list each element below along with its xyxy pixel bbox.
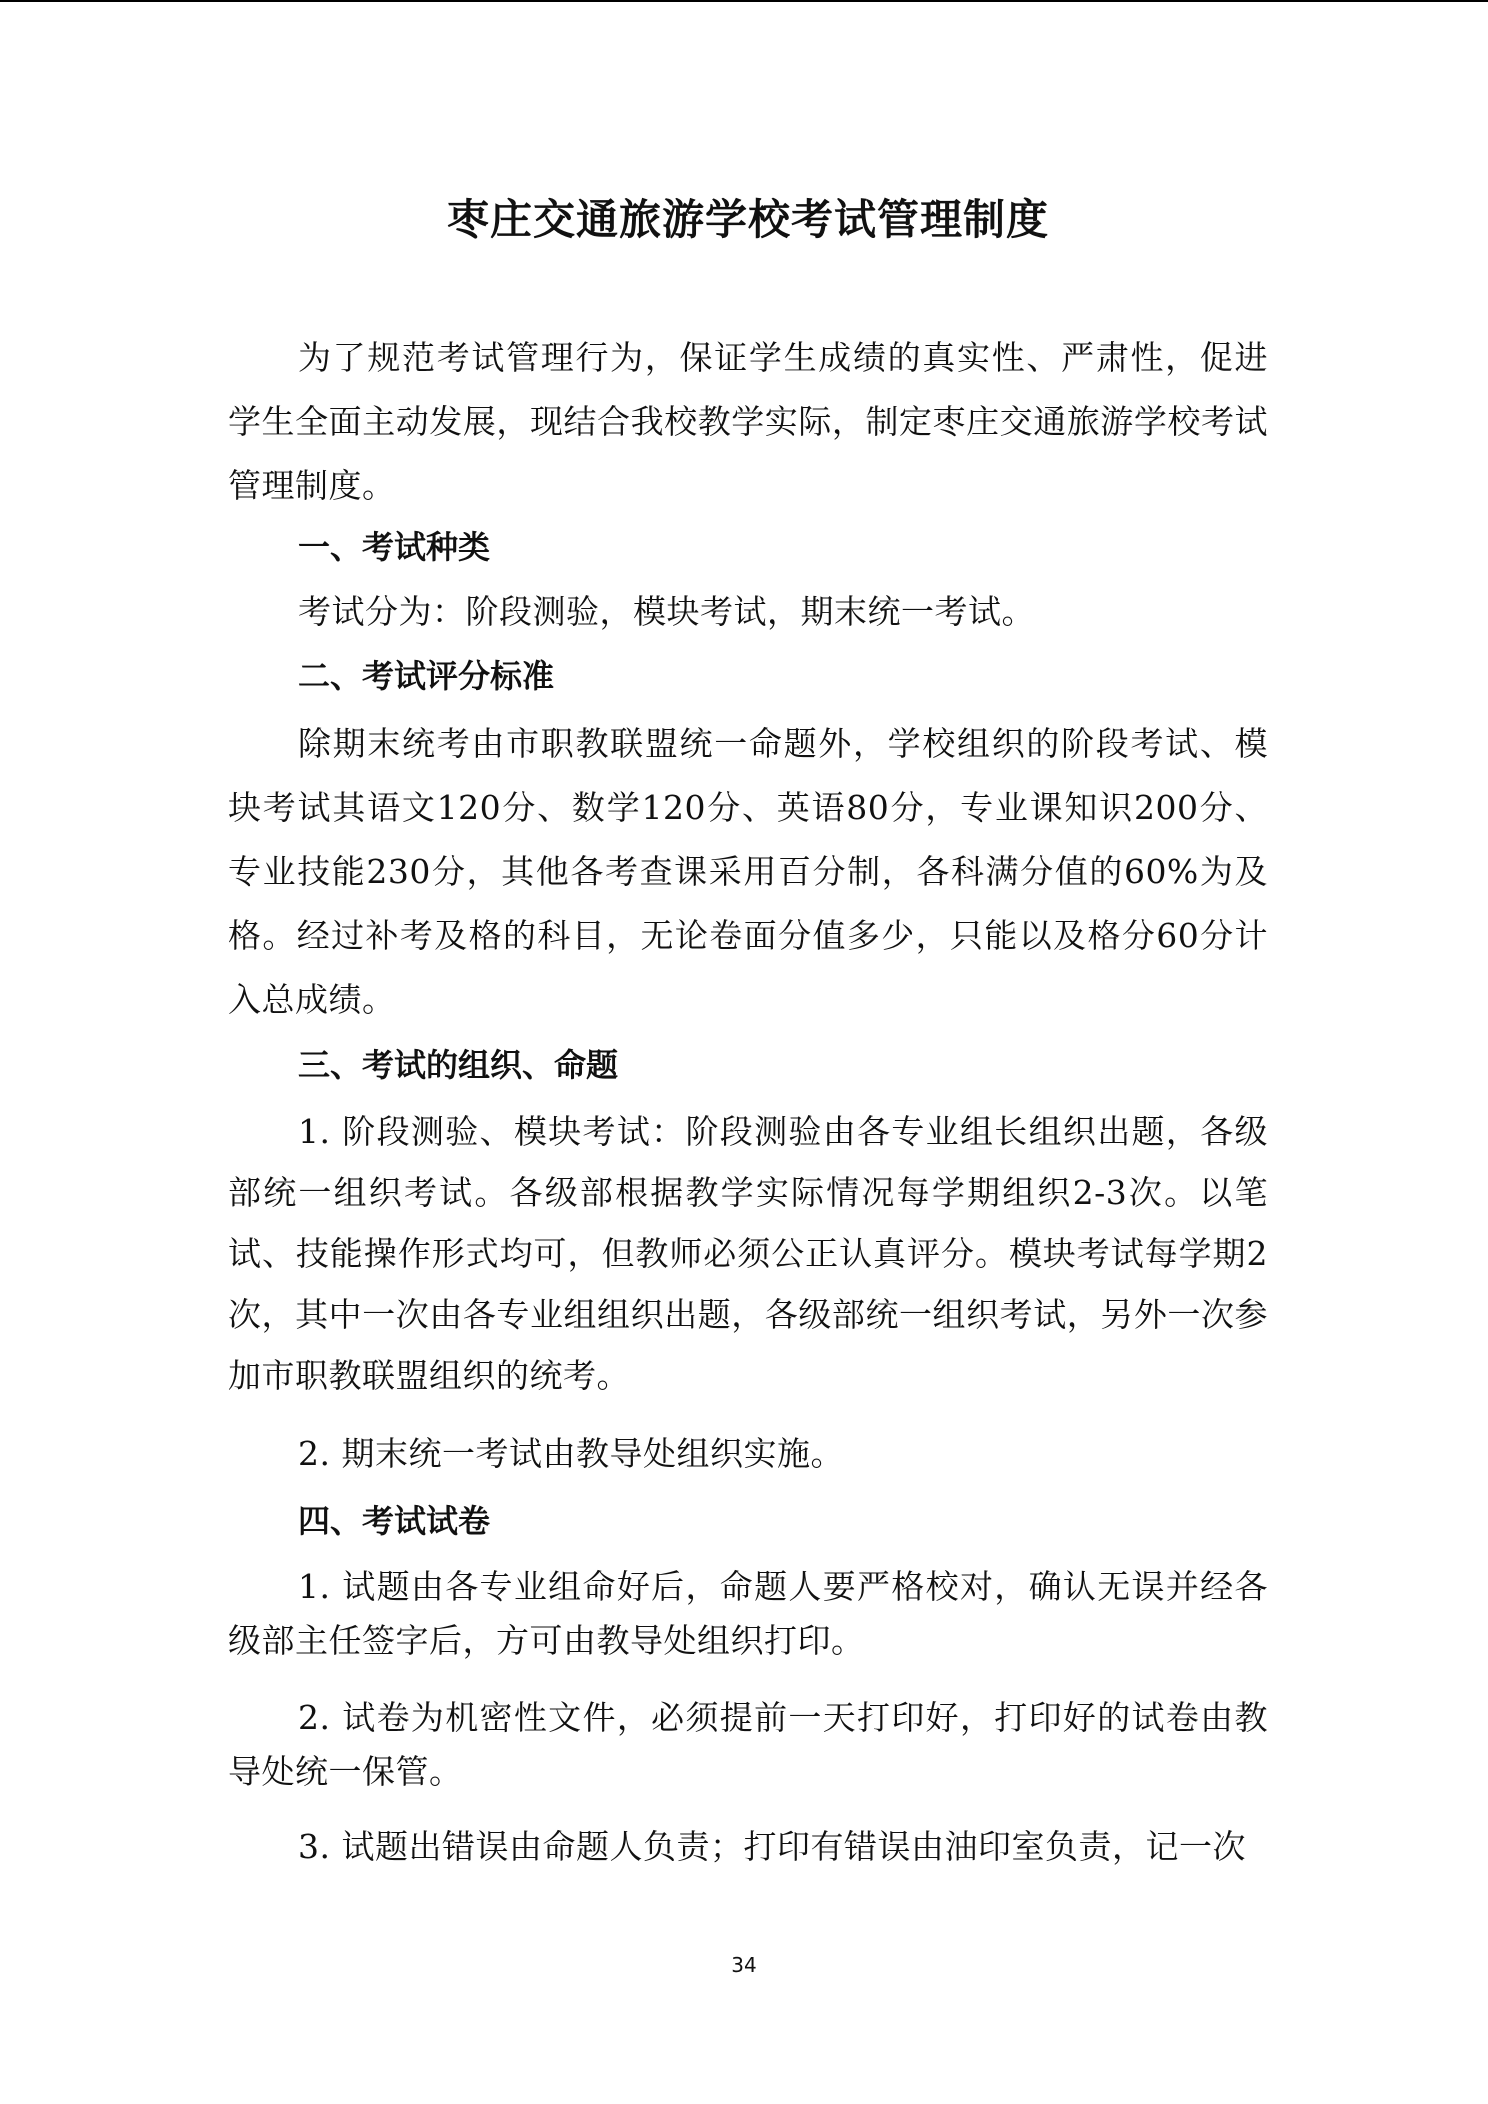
section-4-paragraph-3: 3. 试题出错误由命题人负责；打印有错误由油印室负责，记一次 [298, 1827, 1246, 1866]
section-4-paragraph-1: 1. 试题由各专业组命好后，命题人要严格校对，确认无误并经各级部主任签字后，方可由教导处组织打印。 [228, 1567, 1268, 1660]
intro-paragraph: 为了规范考试管理行为，保证学生成绩的真实性、严肃性，促进学生全面主动发展，现结合我校教学实际，制定枣庄交通旅游学校考试管理制度。 [228, 338, 1268, 505]
section-4-heading: 四、考试试卷 [298, 1502, 491, 1540]
section-3-paragraph-1: 1. 阶段测验、模块考试：阶段测验由各专业组长组织出题，各级部统一组织考试。各级部根据教学实际情况每学期组织2-3次。以笔试、技能操作形式均可，但教师必须公正认真评分。模块考试每学期2次，其中一次由各专业组组织出题，各级部统一组织考试，另外一次参加市职教联盟组织的统考。 [228, 1112, 1268, 1395]
section-3-paragraph-2: 2. 期末统一考试由教导处组织实施。 [298, 1434, 844, 1473]
section-4-paragraph-2: 2. 试卷为机密性文件，必须提前一天打印好，打印好的试卷由教导处统一保管。 [228, 1698, 1268, 1791]
section-2-heading: 二、考试评分标准 [298, 657, 555, 695]
document-title: 枣庄交通旅游学校考试管理制度 [446, 195, 1049, 244]
section-2-paragraph-1: 除期末统考由市职教联盟统一命题外，学校组织的阶段考试、模块考试其语文120分、数学120分、英语80分，专业课知识200分、专业技能230分，其他各考查课采用百分制，各科满分值的60%为及格。经过补考及格的科目，无论卷面分值多少，只能以及格分60分计入总成绩。 [228, 724, 1268, 1019]
page-number: 34 [731, 1953, 757, 1977]
section-1-paragraph-1: 考试分为：阶段测验，模块考试，期末统一考试。 [298, 592, 1035, 631]
section-3-heading: 三、考试的组织、命题 [298, 1046, 619, 1084]
top-border-line [0, 0, 1488, 2]
section-1-heading: 一、考试种类 [298, 528, 491, 566]
